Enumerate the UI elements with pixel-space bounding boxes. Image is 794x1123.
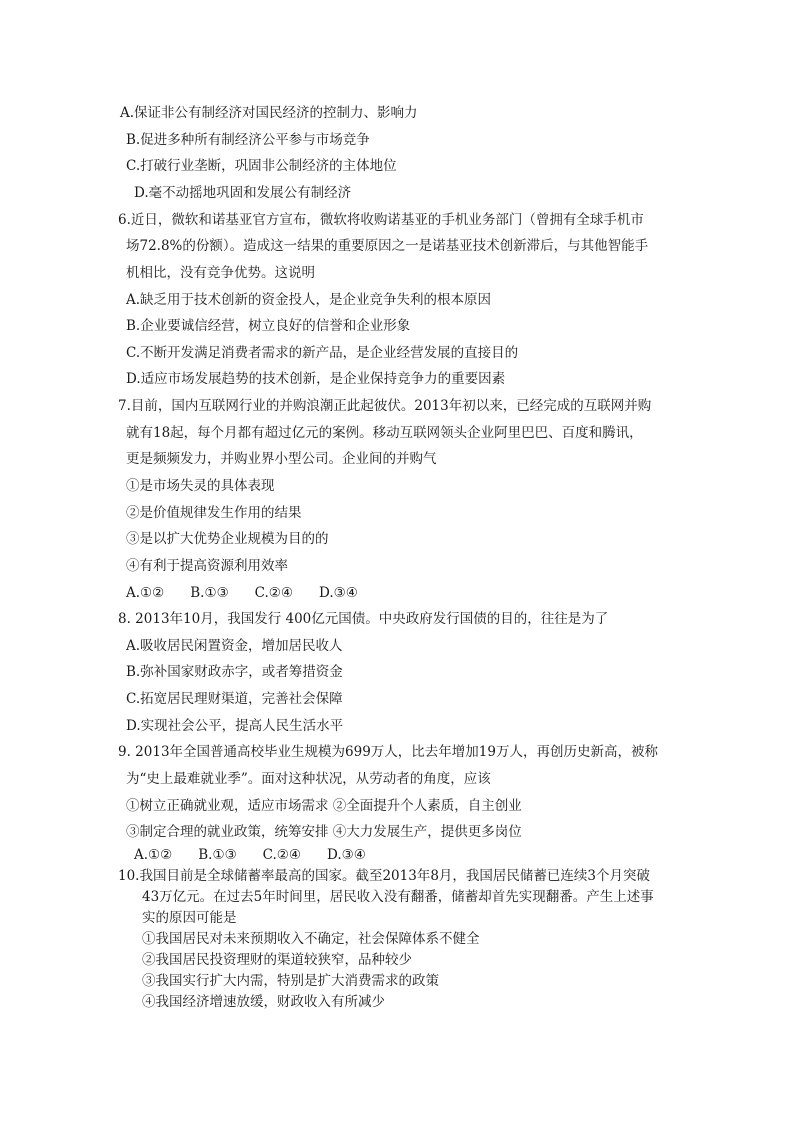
q7-stem-line1: 7.目前，国内互联网行业的并购浪潮正此起彼伏。2013年初以来，已经完成的互联网并购 [118,398,652,414]
q6-option-d: D.适应市场发展趋势的技术创新，是企业保持竞争力的重要因素 [126,371,506,387]
q9-stem-line2: 为“史上最难就业季”。面对这种状况，从劳动者的角度，应该 [126,771,491,787]
q10-stem-line2: 43万亿元。在过去5年时间里，居民收入没有翻番，储蓄却首先实现翻番。产生上述事 [142,889,654,905]
q9-choices [134,846,392,864]
q9-choice-b: B.①③ [198,847,237,863]
q10-stem-line3: 实的原因可能是 [142,910,237,926]
q10-item-4: ④我国经济增速放缓，财政收入有所减少 [142,994,385,1010]
q7-choice-c: C.②④ [254,585,294,601]
q10-stem-line1: 10.我国目前是全球储蓄率最高的国家。截至2013年8月，我国居民储蓄已连续3个月突破 [118,868,651,884]
q7-item-3: ③是以扩大优势企业规模为目的的 [126,531,329,547]
q7-item-2: ②是价值规律发生作用的结果 [126,505,302,521]
q6-option-c: C.不断开发满足消费者需求的新产品，是企业经营发展的直接目的 [126,345,519,361]
q6-option-b: B.企业要诚信经营，树立良好的信誉和企业形象 [126,318,411,334]
q7-item-4: ④有利于提高资源利用效率 [126,558,288,574]
q7-item-1: ①是市场失灵的具体表现 [126,478,275,494]
q6-stem-line3: 机相比，没有竞争优势。这说明 [126,265,315,281]
q7-choice-a: A.①② [126,585,165,601]
q9-stem-line1: 9. 2013年全国普通高校毕业生规模为699万人，比去年增加19万人，再创历史新高，被称 [118,744,658,760]
q7-choice-d: D.③④ [319,585,358,601]
q9-choice-d: D.③④ [327,847,366,863]
q6-stem-line1: 6.近日，微软和诺基亚官方宣布，微软将收购诺基亚的手机业务部门（曾拥有全球手机市 [118,212,644,228]
q7-stem-line3: 更是频频发力，并购业界小型公司。企业间的并购气 [126,451,437,467]
q10-item-2: ②我国居民投资理财的渠道较狭窄，品种较少 [142,952,412,968]
q5-option-d: D.毫不动摇地巩固和发展公有制经济 [134,185,352,201]
q7-choice-b: B.①③ [190,585,229,601]
q5-option-b: B.促进多种所有制经济公平参与市场竞争 [126,132,370,148]
q10-item-1: ①我国居民对未来预期收入不确定，社会保障体系不健全 [142,931,480,947]
q7-choices [126,584,384,602]
q8-option-a: A.吸收居民闲置资金，增加居民收人 [126,638,343,654]
q8-option-d: D.实现社会公平，提高人民生活水平 [126,718,344,734]
q9-item-row2: ③制定合理的就业政策，统筹安排 ④大力发展生产，提供更多岗位 [126,824,522,840]
q5-option-c: C.打破行业垄断，巩固非公制经济的主体地位 [126,158,397,174]
q9-choice-c: C.②④ [262,847,302,863]
q9-choice-a: A.①② [134,847,173,863]
q9-item-row1: ①树立正确就业观，适应市场需求 ②全面提升个人素质，自主创业 [126,798,522,814]
q8-stem: 8. 2013年10月，我国发行 400亿元国债。中央政府发行国债的目的，往往是为了 [118,611,609,627]
q8-option-c: C.拓宽居民理财渠道，完善社会保障 [126,691,343,707]
q6-option-a: A.缺乏用于技术创新的资金投人，是企业竞争失利的根本原因 [126,292,492,308]
q7-stem-line2: 就有18起，每个月都有超过亿元的案例。移动互联网领头企业阿里巴巴、百度和腾讯， [126,425,643,441]
q5-option-a: A.保证非公有制经济对国民经济的控制力、影响力 [120,105,418,121]
q10-item-3: ③我国实行扩大内需，特别是扩大消费需求的政策 [142,973,439,989]
q6-stem-line2: 场72.8%的份额）。造成这一结果的重要原因之一是诺基亚技术创新滞后，与其他智能手 [126,238,649,254]
q8-option-b: B.弥补国家财政赤字，或者筹措资金 [126,664,343,680]
